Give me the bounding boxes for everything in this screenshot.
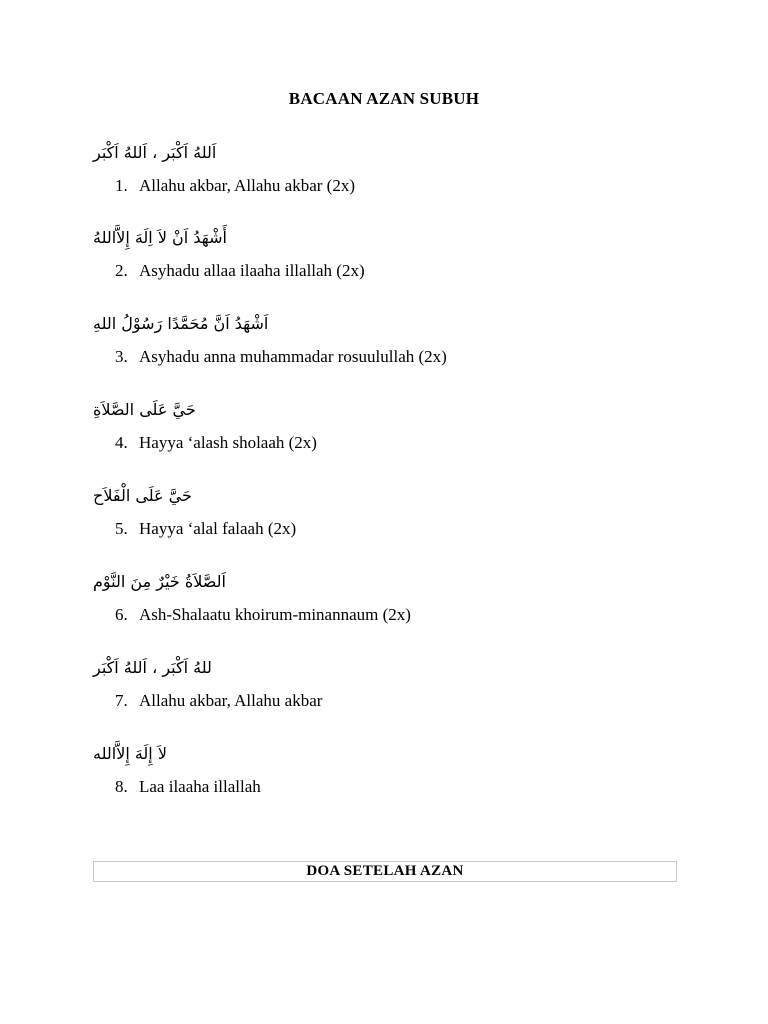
page-title: BACAAN AZAN SUBUH bbox=[288, 89, 480, 108]
azan-item-4 bbox=[93, 398, 693, 456]
arabic-text: لاَ إِلَهَ إِلاَّالله bbox=[93, 744, 167, 763]
arabic-text: حَيَّ عَلَى الصَّلاَةِ bbox=[93, 400, 196, 419]
transliteration-text: Laa ilaaha illallah bbox=[139, 777, 261, 796]
azan-item-1 bbox=[93, 141, 693, 199]
list-item bbox=[93, 688, 693, 714]
arabic-text: اَشْهَدُ اَنَّ مُحَمَّدًا رَسُوْلُ اللهِ bbox=[93, 314, 269, 333]
item-number: 2. bbox=[115, 261, 128, 280]
azan-item-6 bbox=[93, 570, 693, 628]
transliteration-text: Asyhadu anna muhammadar rosuulullah (2x) bbox=[139, 347, 447, 366]
list-item bbox=[93, 258, 693, 284]
azan-item-3 bbox=[93, 312, 693, 370]
transliteration-text: Ash-Shalaatu khoirum-minannaum (2x) bbox=[139, 605, 411, 624]
list-item bbox=[93, 602, 693, 628]
item-number: 5. bbox=[115, 519, 128, 538]
transliteration-text: Allahu akbar, Allahu akbar (2x) bbox=[139, 176, 355, 195]
item-number: 8. bbox=[115, 777, 128, 796]
transliteration-text: Hayya ‘alal falaah (2x) bbox=[139, 519, 297, 538]
list-item bbox=[93, 344, 693, 370]
arabic-text: للهُ اَكْبَر ، اَللهُ اَكْبَر bbox=[93, 658, 212, 677]
azan-item-8 bbox=[93, 742, 693, 800]
azan-item-7 bbox=[93, 656, 693, 714]
arabic-text: اَللهُ اَكْبَر ، اَللهُ اَكْبَر bbox=[93, 143, 217, 162]
transliteration-text: Asyhadu allaa ilaaha illallah (2x) bbox=[139, 261, 365, 280]
doa-setelah-azan-heading: DOA SETELAH AZAN bbox=[93, 861, 677, 882]
azan-item-2 bbox=[93, 226, 693, 284]
transliteration-text: Allahu akbar, Allahu akbar bbox=[139, 691, 323, 710]
list-item bbox=[93, 173, 693, 199]
list-item bbox=[93, 516, 693, 542]
arabic-text: أَشْهَدُ اَنْ لاَ اِلَهَ إِلاَّاللهُ bbox=[93, 228, 227, 247]
list-item bbox=[93, 430, 693, 456]
item-number: 4. bbox=[115, 433, 128, 452]
azan-item-5 bbox=[93, 484, 693, 542]
item-number: 6. bbox=[115, 605, 128, 624]
arabic-text: اَلصَّلاَةُ خَيْرٌ مِنَ النَّوْم bbox=[93, 572, 226, 591]
transliteration-text: Hayya ‘alash sholaah (2x) bbox=[139, 433, 317, 452]
list-item bbox=[93, 774, 693, 800]
item-number: 7. bbox=[115, 691, 128, 710]
item-number: 1. bbox=[115, 176, 128, 195]
arabic-text: حَيَّ عَلَى الْفَلاَح bbox=[93, 486, 192, 505]
item-number: 3. bbox=[115, 347, 128, 366]
